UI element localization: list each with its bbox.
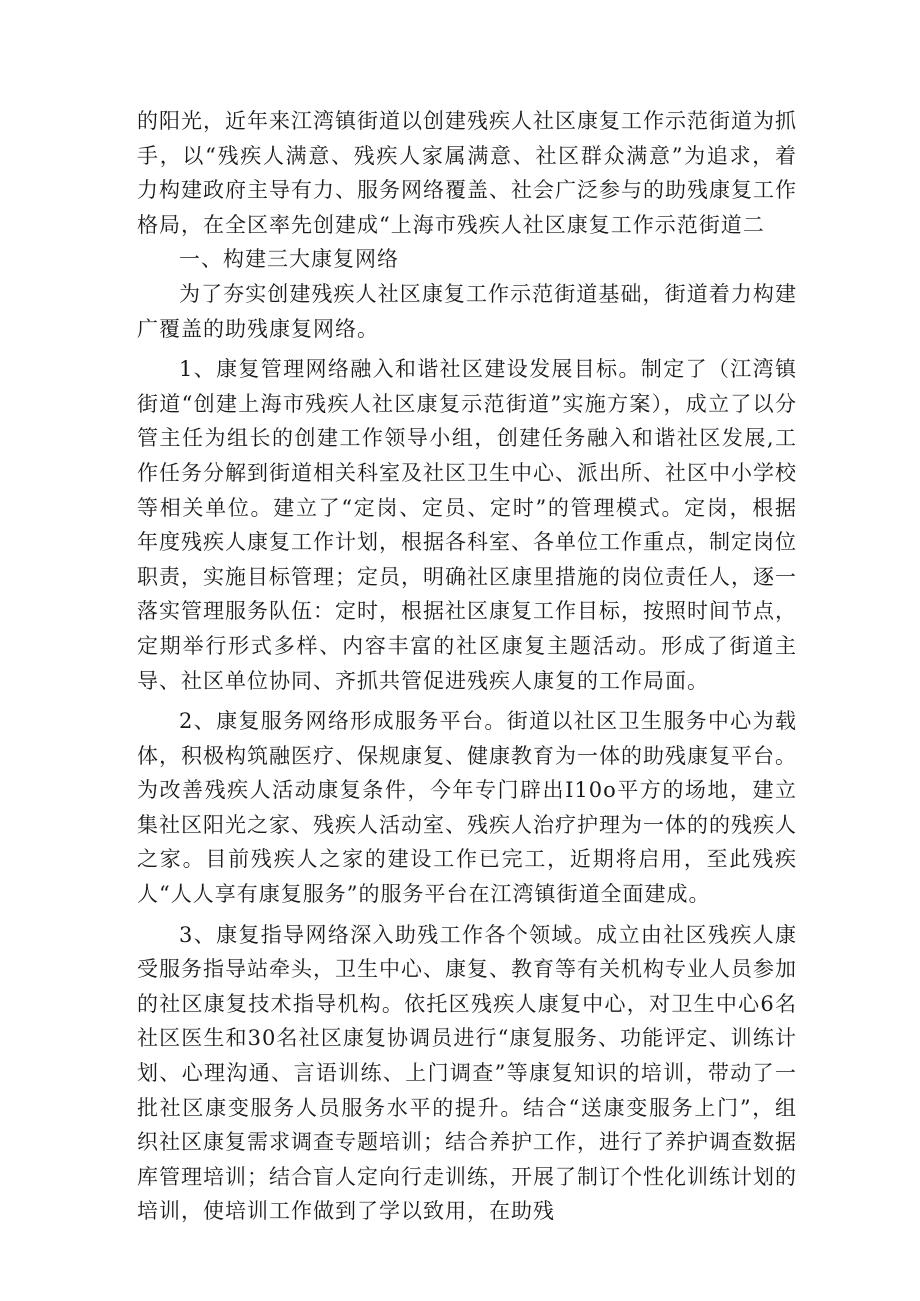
paragraph-item-1: 1、康复管理网络融入和谐社区建设发展目标。制定了（江湾镇街道“创建上海市残疾人社区康复示范街道”实施方案），成立了以分管主任为组长的创建工作领导小组，创建任务融入和谐社区发展,工作任务分解到街道相关科室及社区卫生中心、派出所、社区中小学校等相关单位。建立了“定岗、定员、定时”的管理模式。定岗，根据年度残疾人康复工作计划，根据各科室、各单位工作重点，制定岗位职责，实施目标管理；定员，明确社区康里措施的岗位责任人，逐一落实管理服务队伍：定时，根据社区康复工作目标，按照时间节点，定期举行形式多样、内容丰富的社区康复主题活动。形成了街道主导、社区单位协同、齐抓共管促进残疾人康复的工作局面。 <box>137 357 797 693</box>
paragraph-item-2: 2、康复服务网络形成服务平台。街道以社区卫生服务中心为载体，积极构筑融医疗、保规康复、健康教育为一体的助残康复平台。为改善残疾人活动康复条件，今年专门辟出I10o平方的场地，建立集社区阳光之家、残疾人活动室、残疾人治疗护理为一体的的残疾人之家。目前残疾人之家的建设工作已完工，近期将启用，至此残疾人“人人享有康复服务”的服务平台在江湾镇街道全面建成。 <box>137 709 797 907</box>
section-heading: 一、构建三大康复网络 <box>179 247 399 272</box>
document-body <box>137 104 797 1229</box>
paragraph-item-3: 3、康复指导网络深入助残工作各个领域。成立由社区残疾人康受服务指导站牵头，卫生中心、康复、教育等有关机构专业人员参加的社区康复技术指导机构。依托区残疾人康复中心，对卫生中心6名社区医生和30名社区康复协调员进行“康复服务、功能评定、训练计划、心理沟通、言语训练、上门调查”等康复知识的培训，带动了一批社区康变服务人员服务水平的提升。结合“送康变服务上门”，组织社区康复需求调查专题培训；结合养护工作，进行了养护调查数据库管理培训；结合盲人定向行走训练，开展了制订个性化训练计划的培训，使培训工作做到了学以致用，在助残 <box>137 922 797 1224</box>
paragraph-lead: 为了夯实创建残疾人社区康复工作示范街道基础，街道着力构建广覆盖的助残康复网络。 <box>137 281 797 341</box>
paragraph-intro: 的阳光，近年来江湾镇街道以创建残疾人社区康复工作示范街道为抓手，以“残疾人满意、残疾人家属满意、社区群众满意”为追求，着力构建政府主导有力、服务网络覆盖、社会广泛参与的助残康复工作格局，在全区率先创建成“上海市残疾人社区康复工作示范街道二 <box>137 109 797 237</box>
